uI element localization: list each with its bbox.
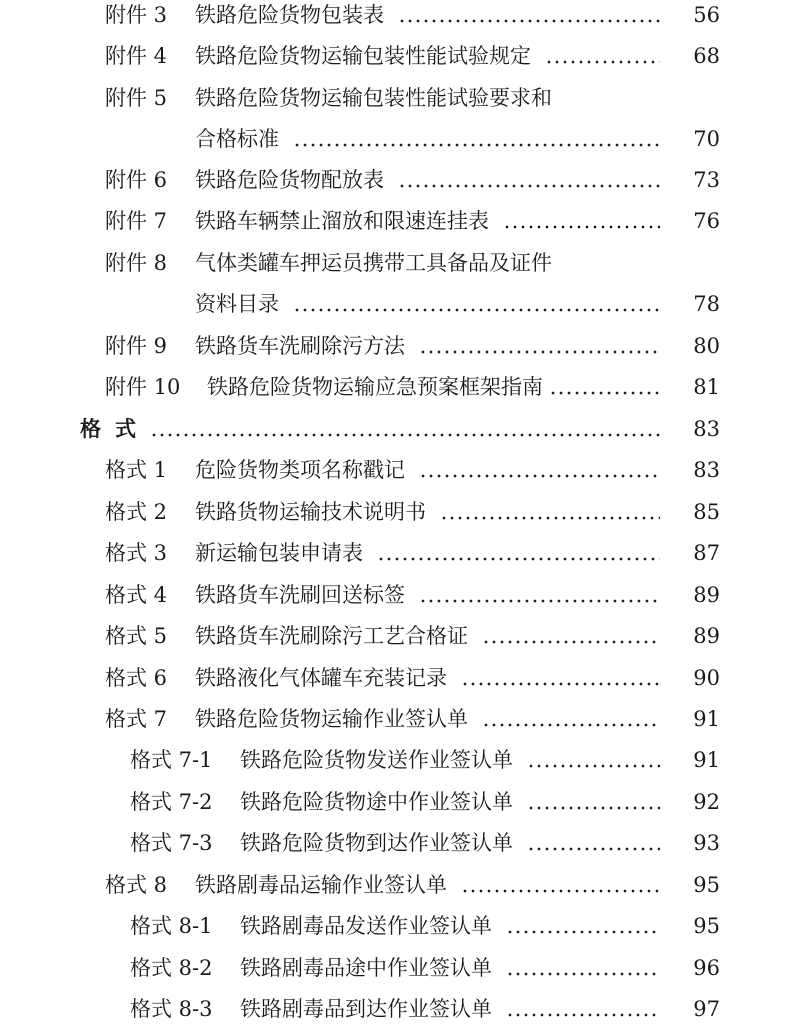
dot-leader [398, 0, 660, 35]
toc-entry[interactable] [0, 243, 800, 283]
entry-title-continued: 资料目录 [195, 292, 279, 316]
entry-label: 附件 6 [105, 168, 168, 192]
dot-leader [482, 616, 660, 656]
entry-page-number: 81 [693, 375, 720, 399]
entry-page-number: 56 [693, 3, 720, 27]
dot-leader [506, 948, 660, 988]
toc-entry[interactable] [0, 699, 800, 739]
entry-label: 附件 9 [105, 334, 168, 358]
entry-title: 铁路液化气体罐车充装记录 [195, 666, 447, 690]
entry-title: 铁路剧毒品发送作业签认单 [240, 914, 492, 938]
entry-title: 铁路危险货物运输包装性能试验要求和 [195, 86, 552, 110]
dot-leader [419, 575, 660, 615]
entry-page-number: 95 [693, 914, 720, 938]
toc-entry[interactable] [0, 948, 800, 988]
entry-page-number: 89 [693, 583, 720, 607]
entry-title: 铁路货车洗刷除污工艺合格证 [195, 624, 468, 648]
dot-leader [293, 284, 660, 324]
entry-page-number: 68 [693, 44, 720, 68]
entry-title: 铁路危险货物发送作业签认单 [240, 748, 513, 772]
toc-entry[interactable] [0, 782, 800, 822]
entry-page-number: 85 [693, 500, 720, 524]
entry-label: 格式 8-1 [130, 914, 213, 938]
entry-title: 铁路危险货物途中作业签认单 [240, 790, 513, 814]
dot-leader [440, 492, 660, 532]
section-label: 格式 [80, 416, 150, 441]
dot-leader [527, 740, 660, 780]
entry-title: 铁路危险货物到达作业签认单 [240, 831, 513, 855]
entry-page-number: 92 [693, 790, 720, 814]
dot-leader [398, 160, 660, 200]
entry-label: 格式 8-3 [130, 997, 213, 1021]
toc-entry[interactable] [0, 367, 800, 407]
entry-page-number: 87 [693, 541, 720, 565]
entry-label: 格式 7-2 [130, 790, 213, 814]
entry-page-number: 83 [693, 417, 720, 441]
entry-page-number: 97 [693, 997, 720, 1021]
entry-page-number: 80 [693, 334, 720, 358]
entry-label: 格式 7 [105, 707, 168, 731]
entry-title: 危险货物类项名称戳记 [195, 458, 405, 482]
entry-title: 铁路剧毒品途中作业签认单 [240, 956, 492, 980]
entry-label: 格式 6 [105, 666, 168, 690]
dot-leader [503, 201, 660, 241]
toc-entry[interactable] [0, 533, 800, 573]
entry-label: 格式 4 [105, 583, 168, 607]
entry-title: 铁路剧毒品运输作业签认单 [195, 873, 447, 897]
toc-entry[interactable] [0, 906, 800, 946]
dot-leader [293, 119, 660, 159]
toc-entry[interactable] [0, 575, 800, 615]
entry-page-number: 91 [693, 707, 720, 731]
entry-label: 格式 5 [105, 624, 168, 648]
entry-label: 附件 3 [105, 3, 168, 27]
dot-leader [545, 36, 660, 76]
toc-entry[interactable] [0, 740, 800, 780]
entry-title: 铁路货物运输技术说明书 [195, 500, 426, 524]
entry-title: 铁路剧毒品到达作业签认单 [240, 997, 492, 1021]
entry-label: 附件 8 [105, 251, 168, 275]
dot-leader [506, 906, 660, 946]
toc-entry[interactable] [0, 492, 800, 532]
toc-entry[interactable] [0, 160, 800, 200]
dot-leader [527, 782, 660, 822]
entry-title: 铁路危险货物运输作业签认单 [195, 707, 468, 731]
toc-entry[interactable] [0, 0, 800, 35]
entry-title: 铁路货车洗刷除污方法 [195, 334, 405, 358]
entry-title: 铁路危险货物配放表 [195, 168, 384, 192]
entry-title: 气体类罐车押运员携带工具备品及证件 [195, 251, 552, 275]
entry-label: 格式 7-3 [130, 831, 213, 855]
entry-page-number: 93 [693, 831, 720, 855]
entry-page-number: 90 [693, 666, 720, 690]
entry-label: 格式 3 [105, 541, 168, 565]
entry-title-continued: 合格标准 [195, 127, 279, 151]
dot-leader [549, 367, 660, 407]
entry-page-number: 89 [693, 624, 720, 648]
dot-leader [461, 658, 660, 698]
entry-title: 铁路货车洗刷回送标签 [195, 583, 405, 607]
entry-label: 格式 7-1 [130, 748, 213, 772]
toc-section-heading[interactable] [0, 409, 800, 449]
entry-label: 格式 8 [105, 873, 168, 897]
entry-label: 附件 10 [105, 375, 181, 399]
entry-label: 附件 4 [105, 44, 168, 68]
toc-entry[interactable] [0, 201, 800, 241]
dot-leader [527, 823, 660, 863]
dot-leader [419, 450, 660, 490]
entry-label: 格式 8-2 [130, 956, 213, 980]
entry-page-number: 96 [693, 956, 720, 980]
entry-page-number: 73 [693, 168, 720, 192]
toc-entry[interactable] [0, 36, 800, 76]
dot-leader [461, 865, 660, 905]
toc-entry[interactable] [0, 658, 800, 698]
entry-label: 附件 7 [105, 209, 168, 233]
toc-entry[interactable] [0, 989, 800, 1029]
entry-label: 附件 5 [105, 86, 168, 110]
entry-page-number: 78 [693, 292, 720, 316]
entry-title: 铁路危险货物包装表 [195, 3, 384, 27]
toc-entry-continuation[interactable] [0, 119, 800, 159]
entry-page-number: 95 [693, 873, 720, 897]
toc-entry[interactable] [0, 326, 800, 366]
dot-leader [506, 989, 660, 1029]
entry-page-number: 76 [693, 209, 720, 233]
entry-page-number: 91 [693, 748, 720, 772]
dot-leader [482, 699, 660, 739]
entry-title: 铁路危险货物运输包装性能试验规定 [195, 44, 531, 68]
entry-title: 铁路车辆禁止溜放和限速连挂表 [195, 209, 489, 233]
toc-entry[interactable] [0, 865, 800, 905]
toc-entry[interactable] [0, 450, 800, 490]
dot-leader [150, 409, 660, 449]
dot-leader [419, 326, 660, 366]
entry-page-number: 83 [693, 458, 720, 482]
entry-title: 铁路危险货物运输应急预案框架指南 [207, 375, 543, 399]
toc-entry[interactable] [0, 78, 800, 118]
toc-entry-continuation[interactable] [0, 284, 800, 324]
toc-entry[interactable] [0, 823, 800, 863]
entry-title: 新运输包装申请表 [195, 541, 363, 565]
toc-entry[interactable] [0, 616, 800, 656]
entry-label: 格式 1 [105, 458, 168, 482]
entry-page-number: 70 [693, 127, 720, 151]
entry-label: 格式 2 [105, 500, 168, 524]
dot-leader [377, 533, 660, 573]
